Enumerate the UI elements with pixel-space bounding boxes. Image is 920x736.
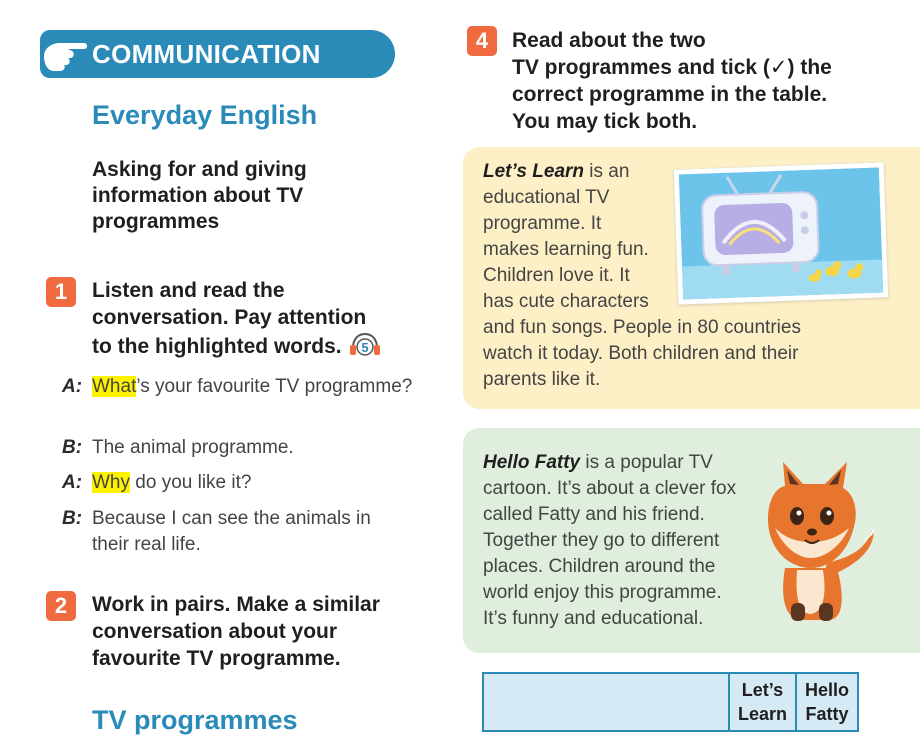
highlighted-word: Why [92, 472, 130, 493]
task1-line: Listen and read the [92, 279, 285, 302]
programme2-line: It’s funny and educational. [483, 608, 704, 629]
task-number-badge: 4 [467, 26, 497, 56]
task2-line: conversation about your [92, 620, 338, 643]
table-header-row [483, 673, 858, 731]
table-header-cell [483, 673, 729, 731]
fox-illustration [755, 458, 880, 626]
task4-line: TV programmes and tick (✓) the [512, 56, 832, 79]
programme2-name: Hello Fatty [483, 452, 581, 473]
section-subtitle: Everyday English [92, 100, 318, 130]
programme1-line: has cute characters [483, 291, 649, 312]
programme1-name: Let’s Learn [483, 161, 585, 182]
task4-line: Read about the two [512, 29, 706, 52]
programme1-line: educational TV [483, 187, 610, 208]
task4-line: You may tick both. [512, 110, 698, 133]
banner-title: COMMUNICATION [92, 39, 321, 69]
table-header-word: Let’s [741, 680, 784, 700]
programme2-line: Hello Fatty is a popular TV [483, 452, 713, 473]
task4-instruction [512, 27, 912, 135]
programme1-line: watch it today. Both children and their [483, 343, 799, 364]
section-banner [40, 30, 395, 78]
table-header-cell [796, 673, 858, 731]
table-header-word: Learn [737, 704, 787, 724]
tick-table [482, 672, 859, 732]
speaker-label: A: [62, 472, 83, 493]
programme1-line: makes learning fun. [483, 239, 649, 260]
audio-track-button[interactable] [348, 331, 382, 364]
task1-instruction [92, 277, 432, 364]
dialogue-line [62, 374, 422, 400]
dialogue-line [62, 470, 422, 496]
table-header-word: Hello [804, 680, 849, 700]
dialogue-text: Because I can see the animals in their real life. [92, 508, 371, 555]
task-number-badge: 1 [46, 277, 76, 307]
pointing-hand-icon [42, 34, 88, 74]
programme1-line: programme. It [483, 213, 602, 234]
programme1-line: Let’s Learn is an [483, 161, 630, 182]
audio-track-number: 5 [361, 340, 369, 355]
topic-line: Asking for and giving [92, 158, 307, 181]
next-section-title: TV programmes [92, 705, 298, 735]
table-header-word: Fatty [805, 704, 849, 724]
highlighted-word: What [92, 376, 137, 397]
speaker-label: A: [62, 376, 83, 397]
speaker-label: B: [62, 437, 83, 458]
dialogue-line [62, 435, 422, 461]
programme2-line: world enjoy this programme. [483, 582, 722, 603]
programme2-line: cartoon. It’s about a clever fox [483, 478, 737, 499]
topic-line: programmes [92, 210, 220, 233]
task2-line: Work in pairs. Make a similar [92, 593, 380, 616]
topic-heading [92, 157, 392, 235]
dialogue-text: Why do you like it? [92, 472, 252, 493]
programme1-line: Children love it. It [483, 265, 630, 286]
headphones-icon [348, 331, 382, 357]
programme1-line: and fun songs. People in 80 countries [483, 317, 801, 338]
task2-instruction [92, 591, 432, 672]
dialogue-text: What’s your favourite TV programme? [92, 376, 413, 397]
task1-line: conversation. Pay attention [92, 306, 367, 329]
dialogue-text: The animal programme. [92, 437, 294, 458]
task-number-badge: 2 [46, 591, 76, 621]
task1-line [92, 331, 432, 364]
programme1-line: parents like it. [483, 369, 601, 390]
programme2-line: places. Children around the [483, 556, 716, 577]
table-header-cell [729, 673, 796, 731]
programme2-line: Together they go to different [483, 530, 720, 551]
tv-illustration [674, 162, 889, 304]
programme2-description [483, 450, 773, 632]
task2-line: favourite TV programme. [92, 647, 341, 670]
topic-line: information about TV [92, 184, 304, 207]
retro-tv-image [679, 168, 883, 300]
programme2-line: called Fatty and his friend. [483, 504, 705, 525]
task4-line: correct programme in the table. [512, 83, 828, 106]
speaker-label: B: [62, 508, 83, 529]
dialogue-line [62, 506, 407, 558]
task1-line-text: to the highlighted words. [92, 335, 342, 359]
